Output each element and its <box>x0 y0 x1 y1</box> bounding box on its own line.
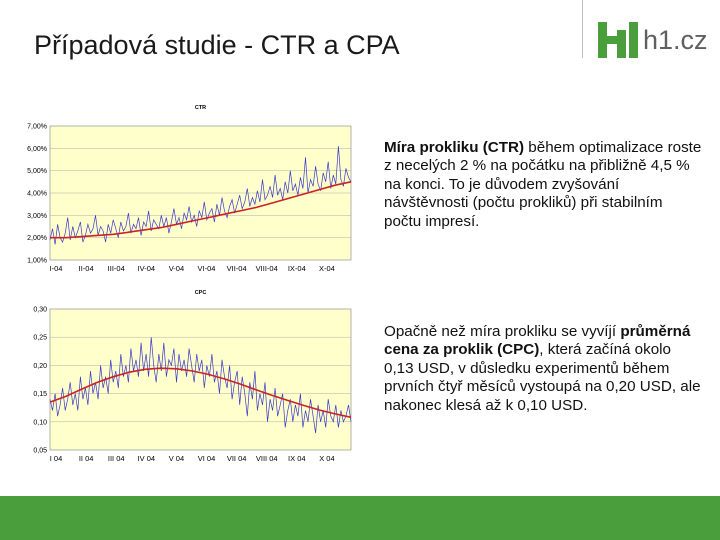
cpc-description-text: , která začíná okolo 0,13 USD, v důsledku experimentů během prvních čtyř měsíců vystoupá na 0,20 USD, ale nakonec klesá až k 0,10 USD. <box>384 341 701 414</box>
ctr-x-tick-label: V-04 <box>168 264 185 273</box>
h1-logo-icon <box>598 20 638 60</box>
cpc-y-tick-label: 0,30 <box>33 306 47 314</box>
logo-mid-bar <box>617 30 626 58</box>
ctr-x-tick-label: III-04 <box>107 264 125 273</box>
ctr-y-tick-label: 2,00% <box>27 235 47 243</box>
logo-text: h1.cz <box>643 24 708 55</box>
ctr-x-tick-label: IX-04 <box>287 264 306 273</box>
cpc-x-tick-label: VII 04 <box>226 454 247 463</box>
ctr-description-text: během optimalizace roste z necelých 2 % na počátku na přibližně 4,5 % na konci. To je důvodem zvyšování návštěvnosti (počtu prokliků) při stabilním počtu impresí. <box>384 139 702 230</box>
ctr-chart-title: CTR <box>194 105 207 111</box>
cpc-bold-term: průměrná cena za proklik (CPC) <box>384 323 691 359</box>
ctr-bold-term: Míra prokliku (CTR) <box>384 139 525 156</box>
cpc-x-tick-label: III 04 <box>107 454 125 463</box>
ctr-y-tick-label: 4,00% <box>27 190 47 198</box>
logo-crossbar <box>607 36 617 44</box>
cpc-y-tick-label: 0,20 <box>33 362 47 370</box>
cpc-x-tick-label: IV 04 <box>137 454 156 463</box>
cpc-x-tick-label: II 04 <box>78 454 94 463</box>
footer-bar <box>0 496 720 540</box>
logo-right-bar <box>629 22 638 58</box>
cpc-x-tick-label: X 04 <box>319 454 335 463</box>
cpc-chart <box>0 284 362 470</box>
ctr-y-tick-label: 7,00% <box>27 123 47 131</box>
page-title: Případová studie - CTR a CPA <box>34 30 400 60</box>
cpc-y-tick-label: 0,25 <box>33 334 47 342</box>
cpc-x-tick-label: I 04 <box>49 454 63 463</box>
ctr-x-tick-label: II-04 <box>78 264 94 273</box>
cpc-x-tick-label: IX 04 <box>288 454 306 463</box>
cpc-x-tick-label: VI 04 <box>197 454 216 463</box>
ctr-x-tick-label: I-04 <box>49 264 63 273</box>
cpc-chart-title: CPC <box>194 290 207 296</box>
cpc-x-tick-label: V 04 <box>168 454 185 463</box>
ctr-description <box>384 139 702 231</box>
cpc-x-tick-label: VIII 04 <box>255 454 278 463</box>
ctr-y-tick-label: 5,00% <box>27 168 47 176</box>
ctr-x-tick-label: IV-04 <box>137 264 156 273</box>
ctr-chart <box>0 98 362 278</box>
cpc-plot-area <box>50 309 351 450</box>
ctr-y-tick-label: 1,00% <box>27 257 47 265</box>
cpc-y-tick-label: 0,05 <box>33 447 47 455</box>
ctr-y-tick-label: 6,00% <box>27 145 47 153</box>
logo <box>598 20 708 60</box>
ctr-y-tick-label: 3,00% <box>27 212 47 220</box>
ctr-x-tick-label: X-04 <box>318 264 335 273</box>
cpc-y-tick-label: 0,10 <box>33 419 47 427</box>
ctr-x-tick-label: VI-04 <box>197 264 216 273</box>
ctr-x-tick-label: VII-04 <box>226 264 247 273</box>
ctr-x-tick-label: VIII-04 <box>255 264 278 273</box>
logo-left-bar <box>598 22 607 58</box>
cpc-y-tick-label: 0,15 <box>33 391 47 399</box>
header-divider <box>582 0 583 58</box>
cpc-description-lead: Opačně než míra prokliku se vyvíjí <box>384 323 621 340</box>
cpc-description <box>384 323 702 415</box>
